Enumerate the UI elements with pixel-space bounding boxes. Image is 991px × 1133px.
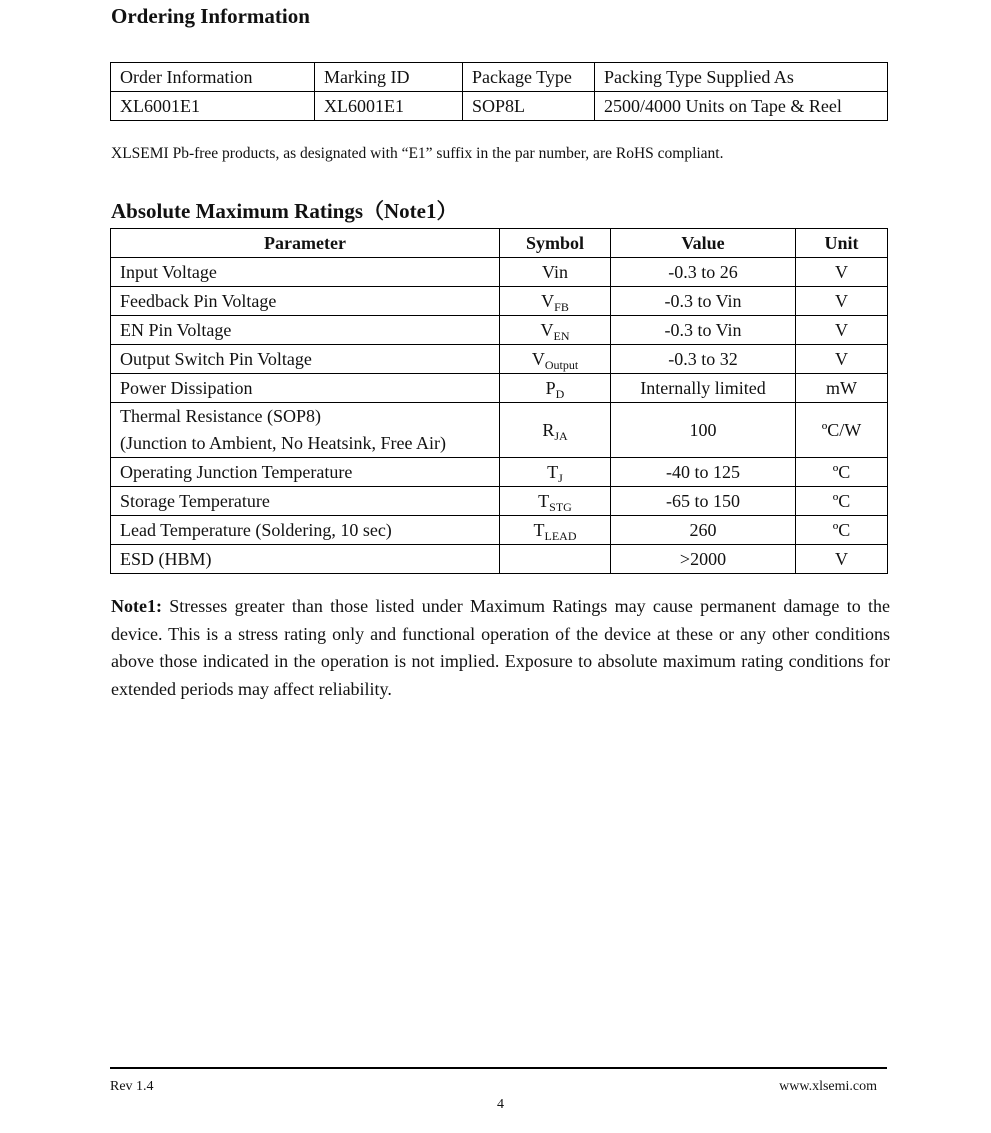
footer-rule — [110, 1067, 887, 1069]
abs-header-cell: Unit — [796, 229, 888, 258]
abs-symbol-cell — [500, 287, 611, 316]
abs-param-cell: Operating Junction Temperature — [111, 458, 500, 487]
abs-symbol-subscript: D — [555, 386, 565, 401]
abs-value-cell: 260 — [611, 516, 796, 545]
abs-symbol: T — [538, 490, 550, 511]
abs-max-table — [110, 228, 888, 574]
abs-symbol: Vin — [542, 261, 568, 282]
ordering-cell: XL6001E1 — [111, 92, 315, 121]
abs-param-cell: Feedback Pin Voltage — [111, 287, 500, 316]
abs-unit-cell: V — [796, 316, 888, 345]
abs-value-cell: -0.3 to 26 — [611, 258, 796, 287]
abs-unit-cell: ºC — [796, 458, 888, 487]
abs-symbol-cell — [500, 487, 611, 516]
ordering-header-cell: Package Type — [463, 63, 595, 92]
abs-row — [111, 374, 888, 403]
abs-row — [111, 458, 888, 487]
note1-label: Note1: — [111, 596, 162, 616]
abs-param-cell: Lead Temperature (Soldering, 10 sec) — [111, 516, 500, 545]
abs-symbol: V — [540, 319, 554, 340]
abs-symbol-cell — [500, 516, 611, 545]
abs-value-cell: -40 to 125 — [611, 458, 796, 487]
abs-symbol-cell — [500, 545, 611, 574]
abs-value-cell: -0.3 to 32 — [611, 345, 796, 374]
rohs-note: XLSEMI Pb-free products, as designated with “E1” suffix in the par number, are RoHS compliant. — [111, 145, 724, 162]
abs-symbol: V — [541, 290, 555, 311]
abs-row — [111, 258, 888, 287]
abs-header-row — [111, 229, 888, 258]
abs-unit-cell: ºC/W — [796, 403, 888, 458]
abs-symbol-subscript: LEAD — [544, 528, 577, 543]
abs-header-cell: Parameter — [111, 229, 500, 258]
abs-unit-cell: mW — [796, 374, 888, 403]
abs-symbol-cell — [500, 458, 611, 487]
abs-symbol: T — [533, 519, 545, 540]
ordering-cell: XL6001E1 — [315, 92, 463, 121]
abs-param-cell: ESD (HBM) — [111, 545, 500, 574]
abs-row — [111, 287, 888, 316]
abs-param-cell — [111, 403, 500, 458]
website-label: www.xlsemi.com — [779, 1079, 877, 1094]
abs-unit-cell: V — [796, 287, 888, 316]
abs-max-title: Absolute Maximum Ratings（Note1） — [111, 199, 458, 223]
abs-symbol-cell — [500, 403, 611, 458]
abs-param-line: (Junction to Ambient, No Heatsink, Free Air) — [120, 433, 446, 453]
abs-symbol-cell — [500, 258, 611, 287]
abs-row — [111, 487, 888, 516]
abs-param-cell: Power Dissipation — [111, 374, 500, 403]
note1-paragraph — [111, 593, 890, 703]
page-number: 4 — [497, 1097, 504, 1112]
abs-row — [111, 345, 888, 374]
abs-unit-cell: V — [796, 345, 888, 374]
abs-row — [111, 316, 888, 345]
abs-row — [111, 516, 888, 545]
abs-symbol: P — [545, 377, 556, 398]
ordering-table — [110, 62, 888, 121]
ordering-header-cell: Order Information — [111, 63, 315, 92]
abs-unit-cell: ºC — [796, 487, 888, 516]
abs-param-cell: Input Voltage — [111, 258, 500, 287]
abs-param-cell: Output Switch Pin Voltage — [111, 345, 500, 374]
note1-text: Stresses greater than those listed under Maximum Ratings may cause permanent damage to the device. This is a stress rating only and functional operation of the device at these or any other conditions above those indicated in the operation is not implied. Exposure to absolute maximum rating conditions for extended periods may affect reliability. — [111, 596, 890, 699]
abs-row — [111, 545, 888, 574]
ordering-header-cell: Marking ID — [315, 63, 463, 92]
abs-row — [111, 403, 888, 458]
ordering-cell: 2500/4000 Units on Tape & Reel — [595, 92, 888, 121]
ordering-title: Ordering Information — [111, 4, 310, 28]
ordering-data-row — [111, 92, 888, 121]
abs-param-cell: Storage Temperature — [111, 487, 500, 516]
abs-symbol-cell — [500, 374, 611, 403]
abs-value-cell: Internally limited — [611, 374, 796, 403]
abs-unit-cell: V — [796, 258, 888, 287]
ordering-cell: SOP8L — [463, 92, 595, 121]
ordering-header-row — [111, 63, 888, 92]
ordering-header-cell: Packing Type Supplied As — [595, 63, 888, 92]
abs-symbol: V — [531, 348, 545, 369]
abs-value-cell: -0.3 to Vin — [611, 316, 796, 345]
abs-symbol-subscript: J — [558, 470, 563, 485]
abs-value-cell: -65 to 150 — [611, 487, 796, 516]
abs-unit-cell: ºC — [796, 516, 888, 545]
abs-symbol-cell — [500, 345, 611, 374]
revision-label: Rev 1.4 — [110, 1079, 154, 1094]
abs-value-cell: 100 — [611, 403, 796, 458]
abs-param-line: Thermal Resistance (SOP8) — [120, 406, 321, 426]
abs-unit-cell: V — [796, 545, 888, 574]
abs-symbol: R — [542, 419, 555, 440]
abs-symbol-subscript: STG — [549, 499, 572, 514]
abs-header-cell: Symbol — [500, 229, 611, 258]
abs-value-cell: >2000 — [611, 545, 796, 574]
abs-symbol: T — [547, 461, 559, 482]
abs-value-cell: -0.3 to Vin — [611, 287, 796, 316]
abs-param-cell: EN Pin Voltage — [111, 316, 500, 345]
abs-symbol-subscript: JA — [554, 428, 568, 443]
abs-symbol-subscript: Output — [544, 357, 579, 372]
abs-header-cell: Value — [611, 229, 796, 258]
abs-symbol-subscript: FB — [554, 299, 569, 314]
abs-symbol-subscript: EN — [553, 328, 570, 343]
abs-symbol-cell — [500, 316, 611, 345]
